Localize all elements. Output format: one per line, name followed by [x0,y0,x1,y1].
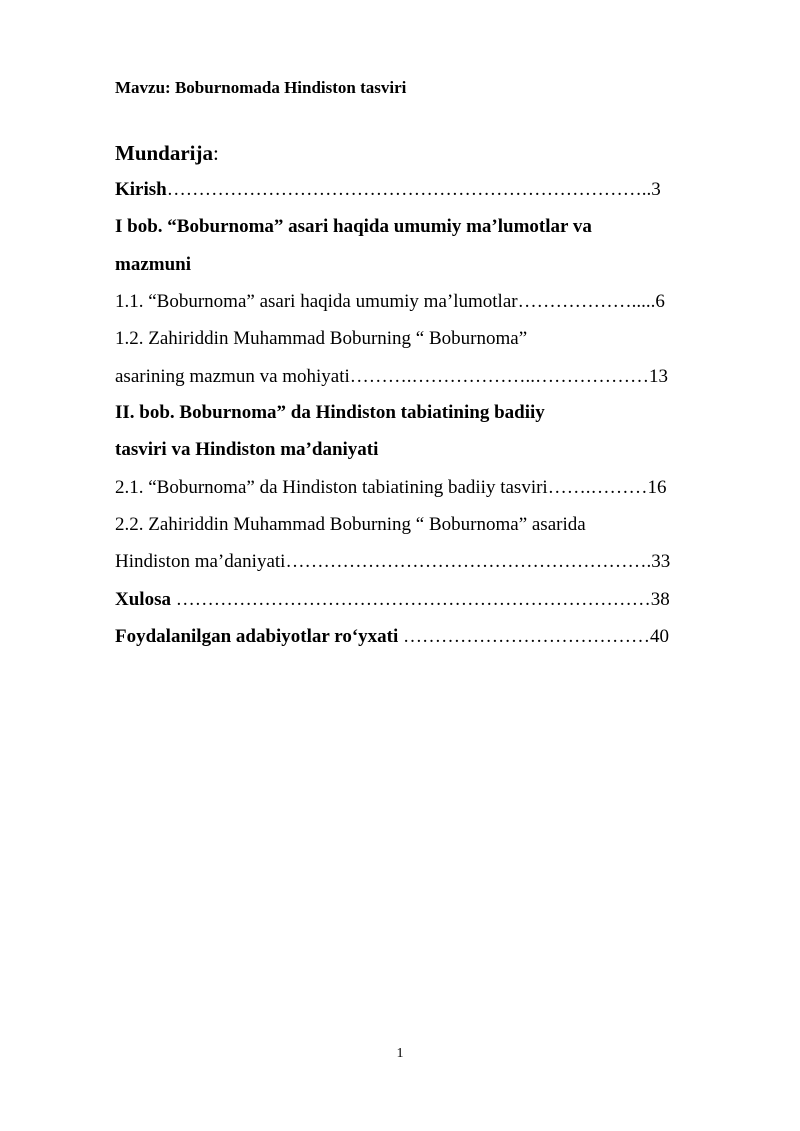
toc-section-1-2-line2: asarining mazmun va mohiyati……….………………..………………13 [115,366,669,387]
toc-section-2-1: 2.1. “Boburnoma” da Hindiston tabiatining badiiy tasviri…….………16 [115,477,667,498]
toc-chapter2-line1: II. bob. Boburnoma” da Hindiston tabiatining badiiy [115,402,545,423]
toc-section-2-2-line2: Hindiston ma’daniyati………………………………………………….33 [115,551,671,572]
toc-intro-leader: …………………………………………………………………..3 [166,179,661,200]
contents-heading-colon: : [213,141,219,165]
toc-intro-title: Kirish [115,179,167,200]
toc-entry-references [115,626,669,648]
toc-section-2-2-line1: 2.2. Zahiriddin Muhammad Boburning “ Boburnoma” asarida [115,514,586,535]
toc-conclusion-title: Xulosa [115,589,171,610]
toc-section-1-2-line1: 1.2. Zahiriddin Muhammad Boburning “ Boburnoma” [115,328,528,349]
toc-entry-conclusion [115,589,670,611]
document-topic: Mavzu: Boburnomada Hindiston tasviri [115,78,407,97]
contents-heading-text: Mundarija [115,141,214,165]
toc-conclusion-leader: …………………………………………………………………38 [170,589,670,610]
toc-entry-intro [115,179,661,201]
toc-references-title: Foydalanilgan adabiyotlar ro‘yxati [115,626,399,647]
contents-heading [115,141,219,166]
toc-references-leader: …………………………………40 [398,626,670,647]
toc-chapter2-line2: tasviri va Hindiston ma’daniyati [115,439,379,460]
toc-section-1-1: 1.1. “Boburnoma” asari haqida umumiy ma’lumotlar……………….....6 [115,291,665,312]
page-number: 1 [396,1046,404,1061]
toc-chapter1-line1: I bob. “Boburnoma” asari haqida umumiy ma’lumotlar va [115,216,592,237]
toc-chapter1-line2: mazmuni [115,254,191,275]
